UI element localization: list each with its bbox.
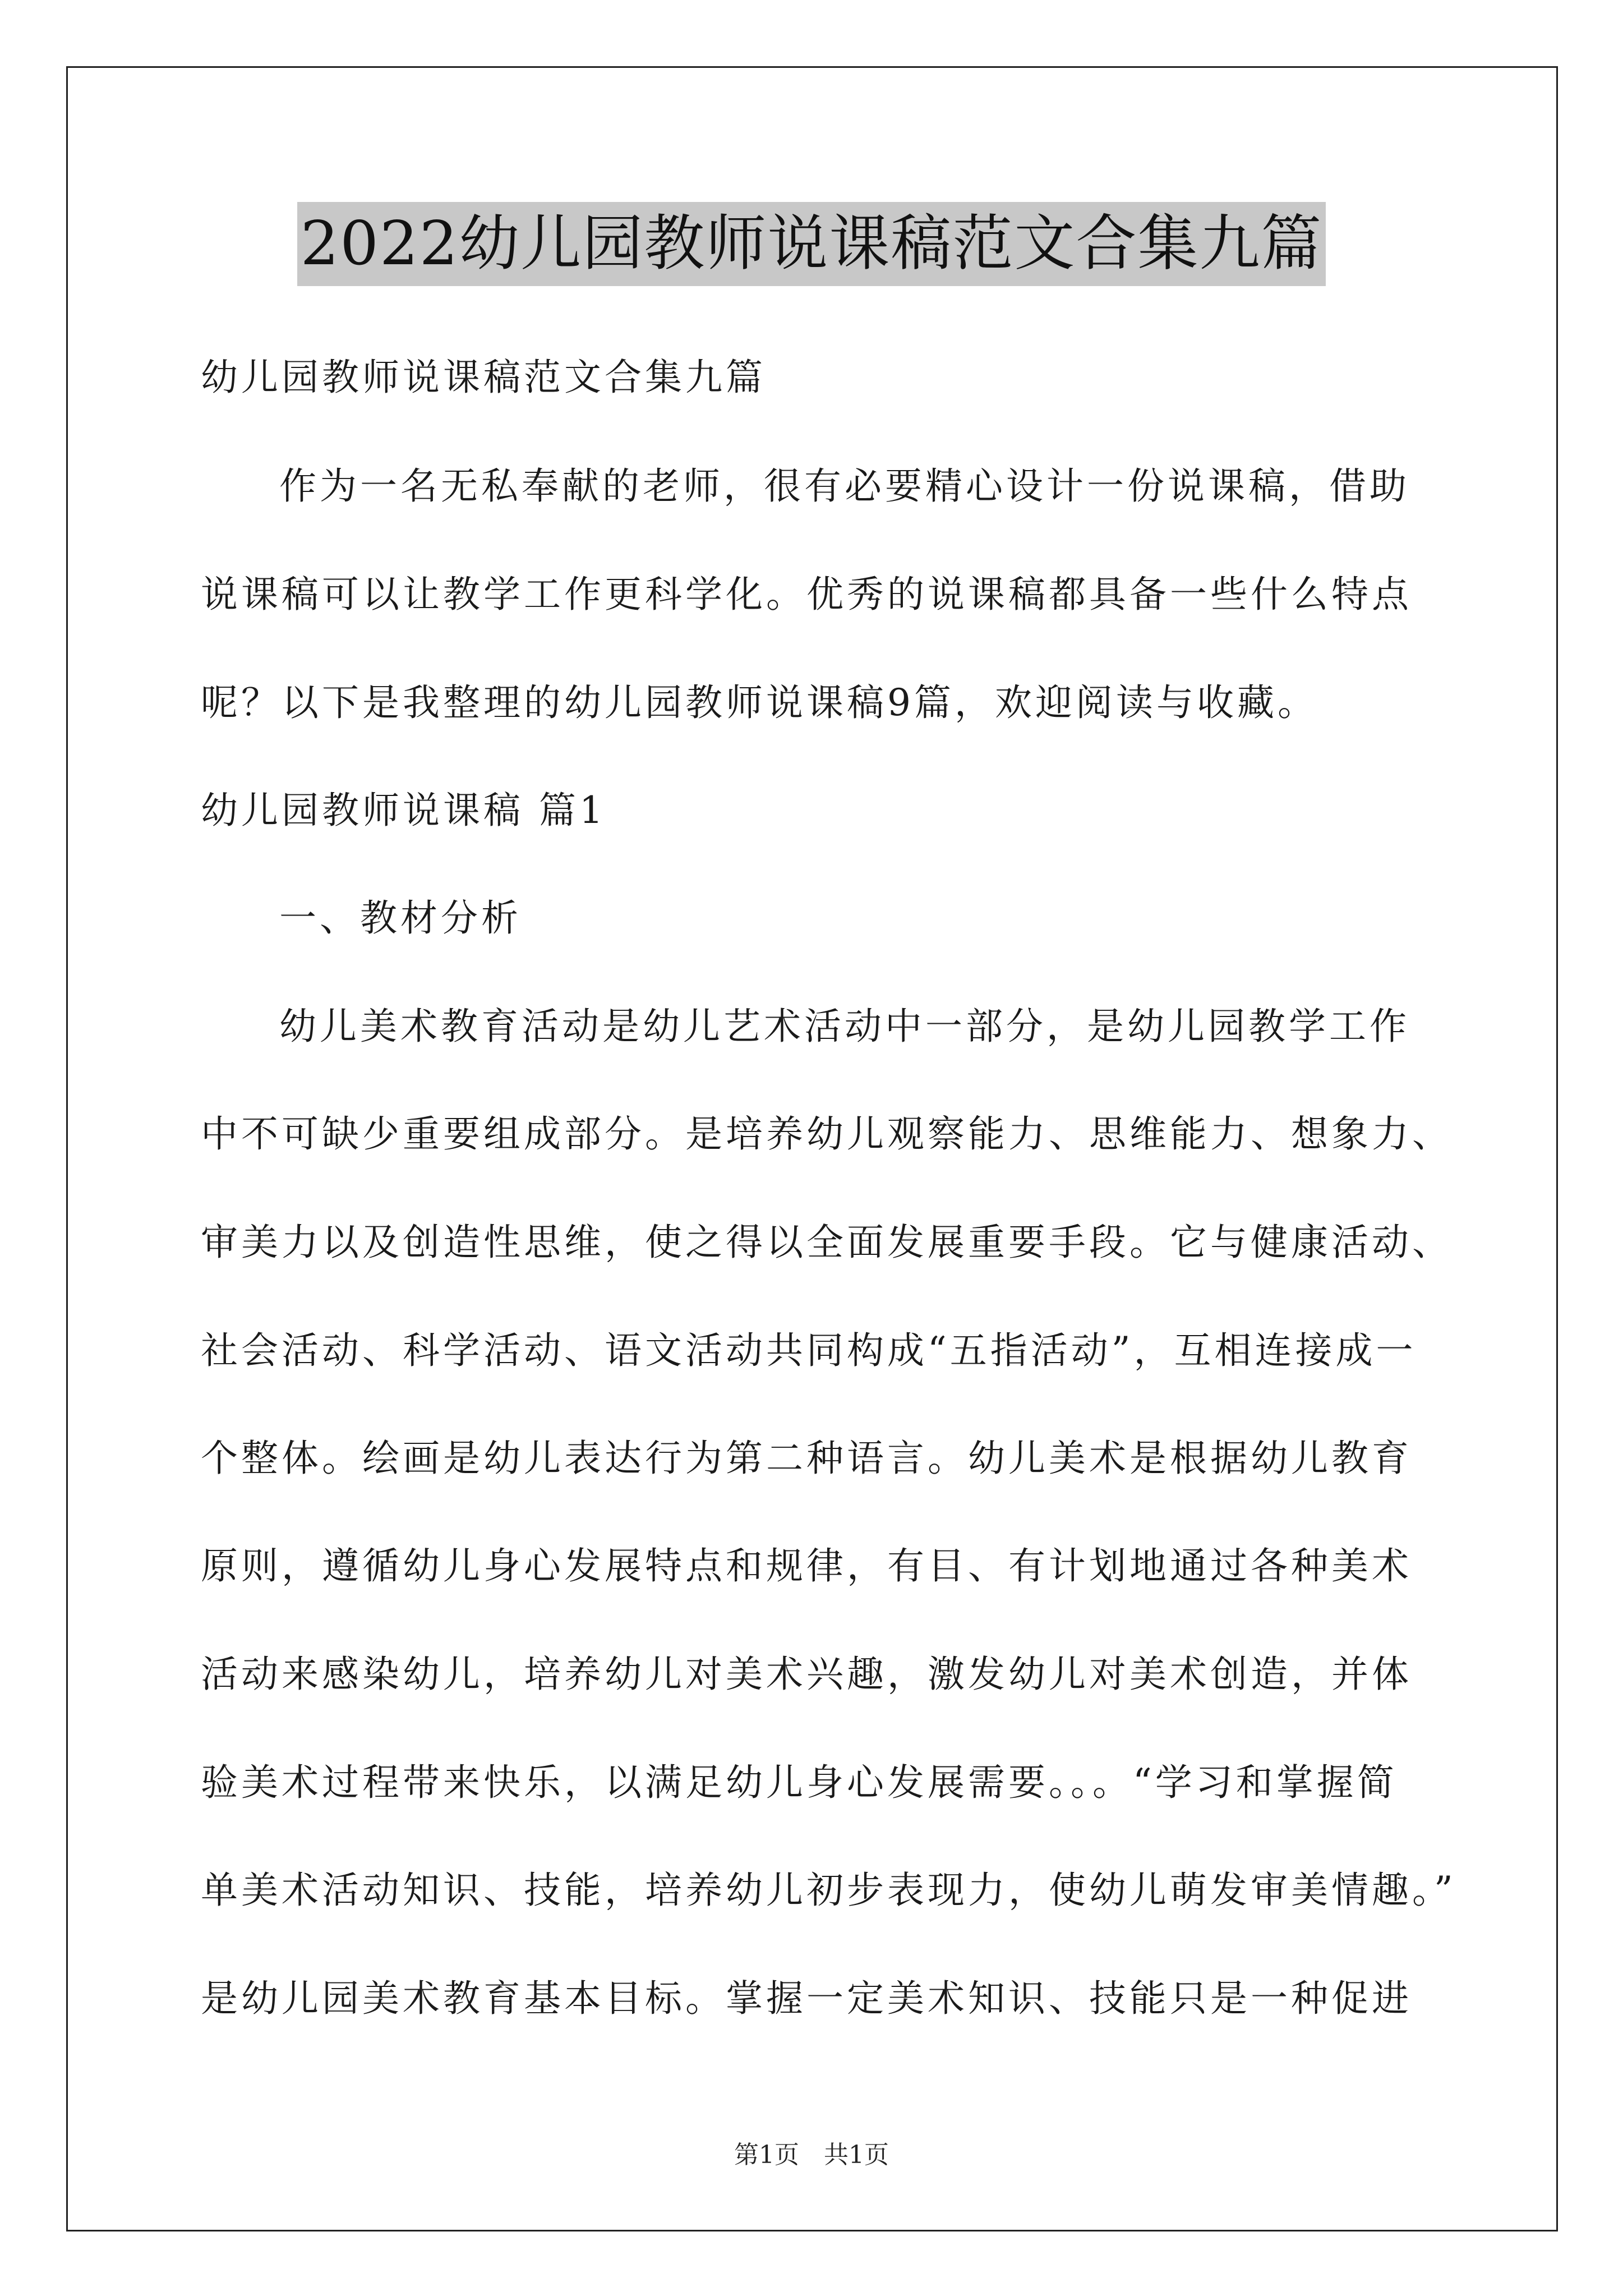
subtitle-line: 幼儿园教师说课稿范文合集九篇 (201, 356, 766, 399)
document-title: 2022幼儿园教师说课稿范文合集九篇 (297, 202, 1326, 286)
paragraph-line: 原则，遵循幼儿身心发展特点和规律，有目、有计划地通过各种美术 (201, 1544, 1412, 1588)
page-footer: 第1页 共1页 (734, 2141, 889, 2169)
paragraph-line: 单美术活动知识、技能，培养幼儿初步表现力，使幼儿萌发审美情趣。” (201, 1869, 1456, 1912)
subsection-heading: 一、教材分析 (279, 896, 522, 940)
paragraph-line: 个整体。绘画是幼儿表达行为第二种语言。幼儿美术是根据幼儿教育 (201, 1437, 1412, 1480)
paragraph-line: 幼儿美术教育活动是幼儿艺术活动中一部分，是幼儿园教学工作 (279, 1005, 1410, 1048)
section-heading: 幼儿园教师说课稿 篇1 (201, 789, 606, 832)
paragraph-line: 作为一名无私奉献的老师，很有必要精心设计一份说课稿，借助 (279, 464, 1410, 508)
paragraph-line: 中不可缺少重要组成部分。是培养幼儿观察能力、思维能力、想象力、 (201, 1112, 1453, 1156)
title-wrap (0, 202, 1623, 286)
paragraph-line: 是幼儿园美术教育基本目标。掌握一定美术知识、技能只是一种促进 (201, 1977, 1412, 2020)
paragraph-line: 呢？以下是我整理的幼儿园教师说课稿9篇，欢迎阅读与收藏。 (201, 681, 1318, 724)
paragraph-line: 社会活动、科学活动、语文活动共同构成“五指活动”，互相连接成一 (201, 1329, 1417, 1372)
paragraph-line: 审美力以及创造性思维，使之得以全面发展重要手段。它与健康活动、 (201, 1221, 1453, 1264)
paragraph-line: 活动来感染幼儿，培养幼儿对美术兴趣，激发幼儿对美术创造，并体 (201, 1653, 1412, 1696)
paragraph-line: 验美术过程带来快乐，以满足幼儿身心发展需要。。。“学习和掌握简 (201, 1761, 1398, 1804)
paragraph-line: 说课稿可以让教学工作更科学化。优秀的说课稿都具备一些什么特点 (201, 573, 1412, 616)
